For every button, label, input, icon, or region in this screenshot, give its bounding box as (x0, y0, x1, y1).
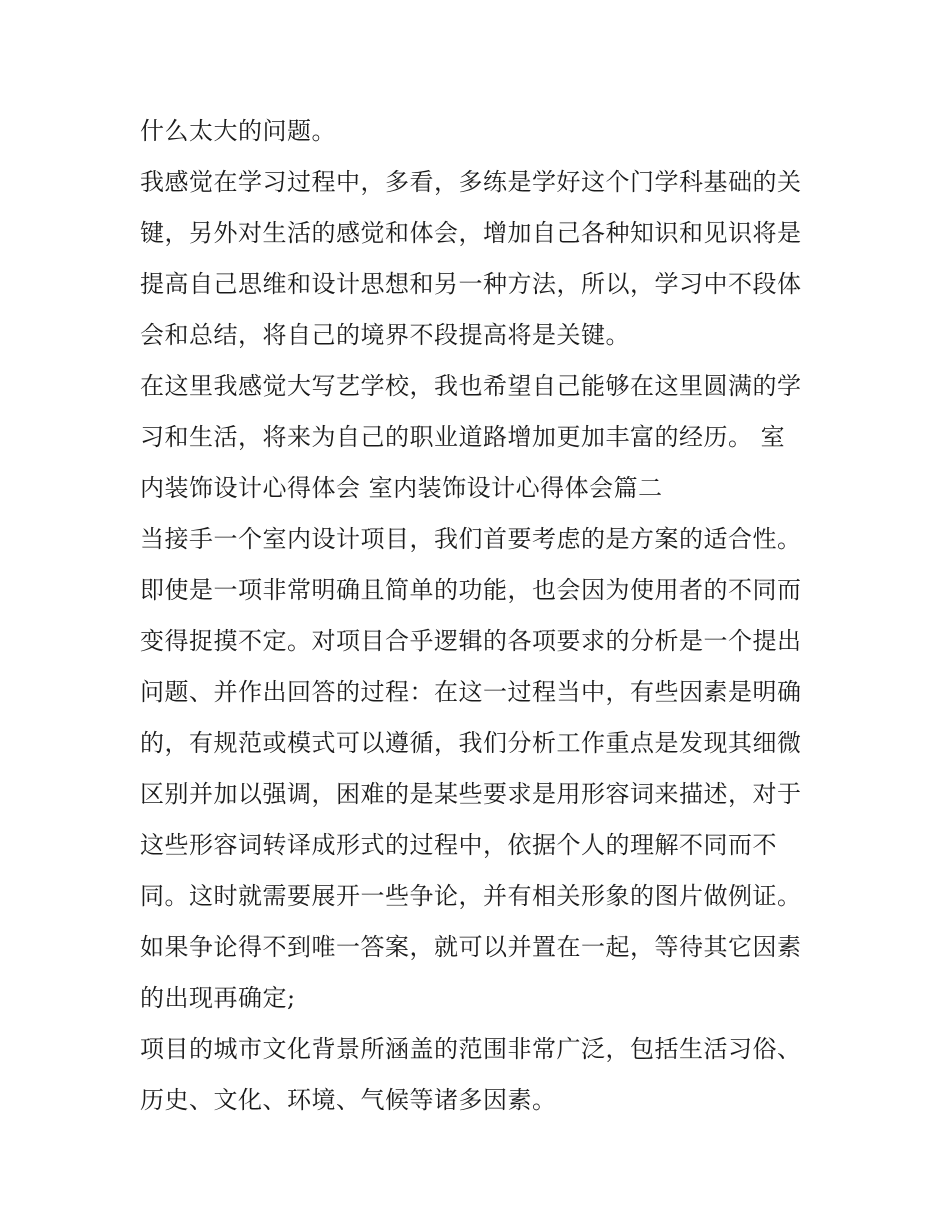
text-line: 在这里我感觉大写艺学校，我也希望自己能够在这里圆满的学 (140, 372, 802, 400)
text-line: 什么太大的问题。 (140, 117, 336, 145)
text-line: 习和生活，将来为自己的职业道路增加更加丰富的经历。 室 (140, 423, 786, 451)
text-line: 区别并加以强调，困难的是某些要求是用形容词来描述，对于 (140, 780, 802, 808)
text-line: 的出现再确定; (140, 984, 296, 1012)
text-line: 的，有规范或模式可以遵循，我们分析工作重点是发现其细微 (140, 729, 802, 757)
text-line: 如果争论得不到唯一答案，就可以并置在一起，等待其它因素 (140, 933, 802, 961)
text-line: 同。这时就需要展开一些争论，并有相关形象的图片做例证。 (140, 882, 802, 910)
text-line: 项目的城市文化背景所涵盖的范围非常广泛，包括生活习俗、 (140, 1035, 802, 1063)
text-line: 这些形容词转译成形式的过程中，依据个人的理解不同而不 (140, 831, 777, 859)
text-line: 会和总结，将自己的境界不段提高将是关键。 (140, 321, 630, 349)
text-line: 键，另外对生活的感觉和体会，增加自己各种知识和见识将是 (140, 219, 802, 247)
text-line: 当接手一个室内设计项目，我们首要考虑的是方案的适合性。 (140, 525, 802, 553)
document-body (140, 106, 820, 1126)
section-heading-line: 内装饰设计心得体会 室内装饰设计心得体会篇二 (140, 474, 663, 502)
text-line: 提高自己思维和设计思想和另一种方法，所以，学习中不段体 (140, 270, 802, 298)
text-line: 我感觉在学习过程中，多看，多练是学好这个门学科基础的关 (140, 168, 802, 196)
text-line: 历史、文化、环境、气候等诸多因素。 (140, 1086, 557, 1114)
text-line: 变得捉摸不定。对项目合乎逻辑的各项要求的分析是一个提出 (140, 627, 802, 655)
text-line: 即使是一项非常明确且简单的功能，也会因为使用者的不同而 (140, 576, 802, 604)
text-line: 问题、并作出回答的过程：在这一过程当中，有些因素是明确 (140, 678, 802, 706)
